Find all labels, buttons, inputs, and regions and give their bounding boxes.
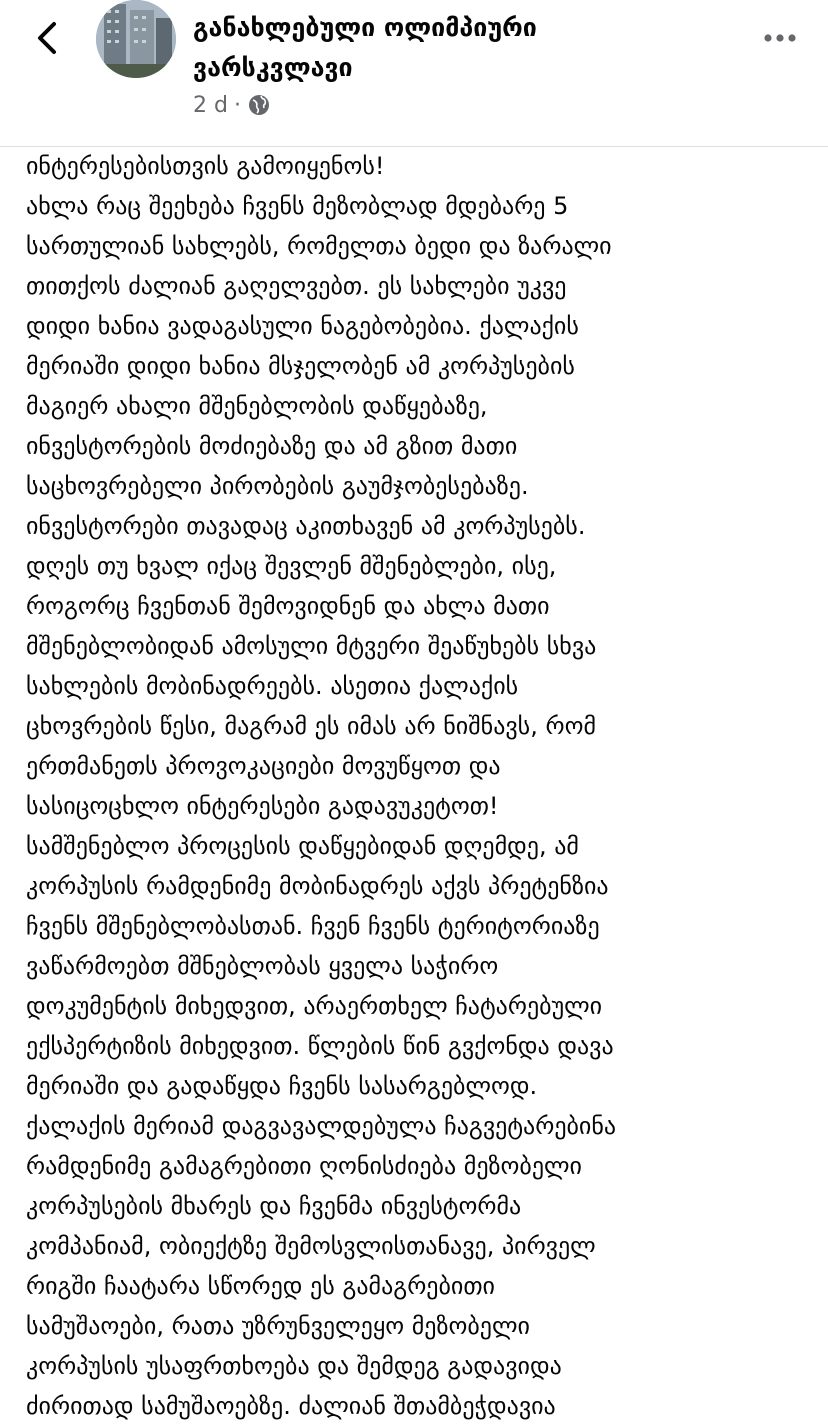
post-text-line: დოკუმენტის მიხედვით, არაერთხელ ჩატარებული bbox=[26, 992, 603, 1020]
post-text-line: რიგში ჩაატარა სწორედ ეს გამაგრებითი bbox=[26, 1272, 495, 1300]
post-text-line: სასიცოცხლო ინტერესები გადავუკეტოთ! bbox=[26, 792, 499, 820]
meta-separator: · bbox=[233, 92, 241, 118]
post-text-line: კომპანიამ, ობიექტზე შემოსვლისთანავე, პირველ bbox=[26, 1232, 596, 1260]
post-text-line: ჩვენს მშენებლობასთან. ჩვენ ჩვენს ტერიტორიაზე bbox=[26, 912, 600, 940]
page-name-line-2: ვარსკვლავი bbox=[193, 53, 353, 82]
post-text-line: სართულიან სახლებს, რომელთა ბედი და ზარალი bbox=[26, 232, 612, 260]
page-name-line-1: განახლებული ოლიმპიური bbox=[193, 13, 537, 42]
post-text-line: ექსპერტიზის მიხედვით. წლების წინ გვქონდა დავა bbox=[26, 1032, 614, 1060]
post-text-line: ქალაქის მერიამ დაგვავალდებულა ჩაგვეტარებინა bbox=[26, 1112, 617, 1140]
building-photo bbox=[96, 0, 176, 78]
page-avatar[interactable] bbox=[96, 0, 176, 78]
post-text-line: მერიაში დიდი ხანია მსჯელობენ ამ კორპუსების bbox=[26, 352, 575, 380]
post-text-line: მაგიერ ახალი მშენებლობის დაწყებაზე, bbox=[26, 392, 488, 420]
post-text-line: საცხოვრებელი პირობების გაუმჯობესებაზე. bbox=[26, 472, 529, 500]
post-text-line: ინვესტორების მოძიებაზე და ამ გზით მათი bbox=[26, 432, 518, 460]
post-text-line: სამშენებლო პროცესის დაწყებიდან დღემდე, ამ bbox=[26, 832, 579, 860]
post-text-line: დიდი ხანია ვადაგასული ნაგებობებია. ქალაქის bbox=[26, 312, 579, 340]
page-name[interactable] bbox=[193, 8, 713, 88]
post-text-line: მშენებლობიდან ამოსული მტვერი შეაწუხებს სხვა bbox=[26, 632, 597, 660]
post-text-line: ერთმანეთს პროვოკაციები მოვუწყოთ და bbox=[26, 752, 501, 780]
post-text-line: სამუშაოები, რათა უზრუნველეყო მეზობელი bbox=[26, 1312, 530, 1340]
post-text-line: ვაწარმოებთ მშნებლობას ყველა საჭირო bbox=[26, 952, 499, 980]
more-horizontal-icon[interactable] bbox=[760, 24, 800, 52]
post-body-text bbox=[26, 146, 816, 1426]
post-text-line: ინვესტორები თავადაც აკითხავენ ამ კორპუსებს. bbox=[26, 512, 586, 540]
post-text-line: კორპუსის უსაფრთხოება და შემდეგ გადავიდა bbox=[26, 1352, 562, 1380]
post-text-line: სახლების მობინადრეებს. ასეთია ქალაქის bbox=[26, 672, 519, 700]
post-text-line: კორპუსის რამდენიმე მობინადრეს აქვს პრეტენზია bbox=[26, 872, 609, 900]
post-text-line: ახლა რაც შეეხება ჩვენს მეზობლად მდებარე 5 bbox=[26, 192, 569, 220]
post-header bbox=[0, 0, 828, 147]
post-time[interactable]: 2 d bbox=[193, 92, 228, 118]
post-text-line: თითქოს ძალიან გაღელვებთ. ეს სახლები უკვე bbox=[26, 272, 567, 300]
post-meta bbox=[193, 90, 271, 120]
post-text-line: მერიაში და გადაწყდა ჩვენს სასარგებლოდ. bbox=[26, 1072, 538, 1100]
post-text-line: დღეს თუ ხვალ იქაც შევლენ მშენებლები, ისე, bbox=[26, 552, 557, 580]
post-text-line: როგორც ჩვენთან შემოვიდნენ და ახლა მათი bbox=[26, 592, 550, 620]
post-text-line: რამდენიმე გამაგრებითი ღონისძიება მეზობელი bbox=[26, 1152, 582, 1180]
post-text-line: ძირითად სამუშაოებზე. ძალიან შთამბეჭდავია bbox=[26, 1392, 556, 1420]
chevron-left-icon[interactable] bbox=[28, 18, 68, 58]
post-text-line: კორპუსების მხარეს და ჩვენმა ინვესტორმა bbox=[26, 1192, 522, 1220]
post-text-line: ცხოვრების წესი, მაგრამ ეს იმას არ ნიშნავს, რომ bbox=[26, 712, 596, 740]
post-text-line: ინტერესებისთვის გამოიყენოს! bbox=[26, 152, 385, 180]
globe-icon bbox=[247, 93, 271, 117]
